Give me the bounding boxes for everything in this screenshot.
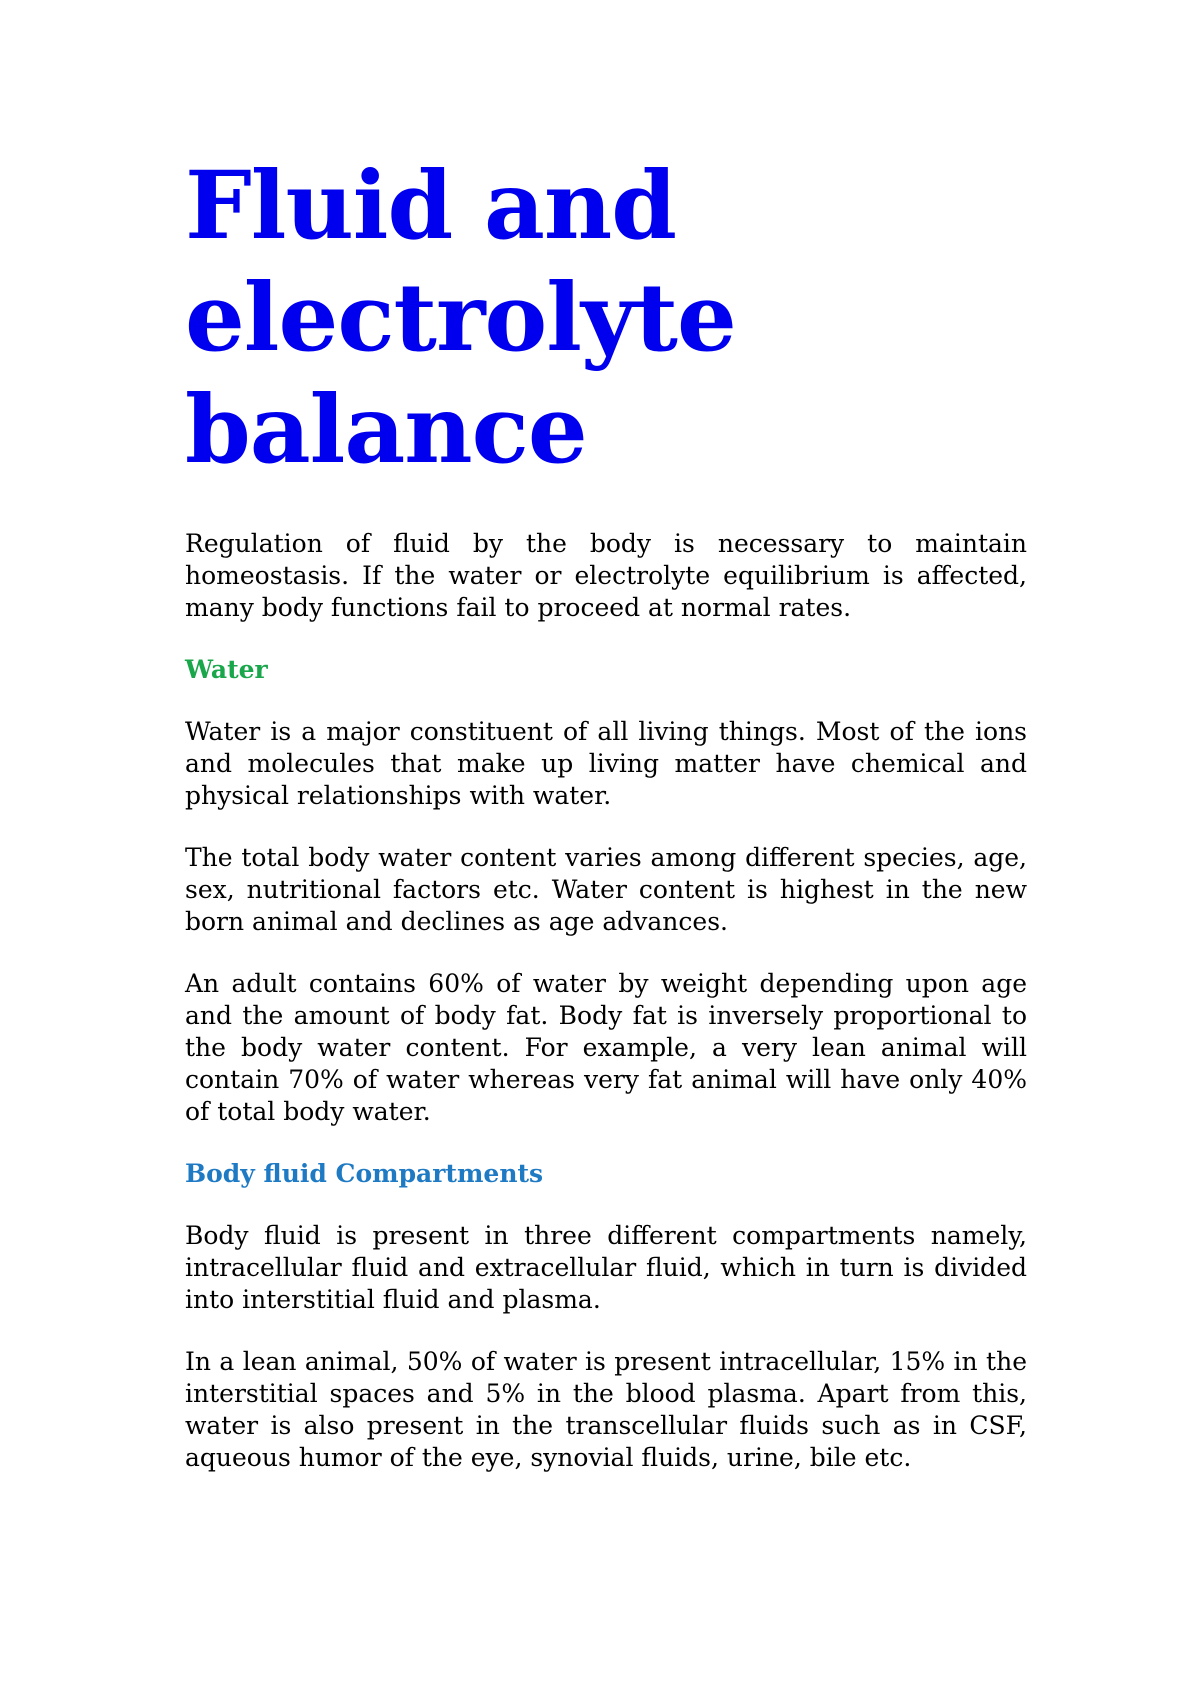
intro-paragraph: Regulation of fluid by the body is necessary to maintain homeostasis. If the water or electrolyte equilibrium is affected, many body functions fail to proceed at normal rates. <box>185 529 1027 622</box>
compartments-paragraph-2: In a lean animal, 50% of water is present intracellular, 15% in the interstitial spaces and 5% in the blood plasma. Apart from this, water is also present in the transcellular fluids such as in CSF, aqueous humor of the eye, synovial fluids, urine, bile etc. <box>185 1347 1027 1472</box>
water-paragraph-2: The total body water content varies among different species, age, sex, nutritional factors etc. Water content is highest in the new born animal and declines as age advances. <box>185 843 1027 936</box>
document-title: Fluid and electrolyte balance <box>185 151 736 485</box>
water-paragraph-3: An adult contains 60% of water by weight depending upon age and the amount of body fat. Body fat is inversely proportional to the body water content. For example, a very lean animal will contain 70% of water whereas very fat animal will have only 40% of total body water. <box>185 969 1027 1126</box>
document-page <box>185 150 1027 1504</box>
compartments-paragraph-1: Body fluid is present in three different compartments namely, intracellular fluid and extracellular fluid, which in turn is divided into interstitial fluid and plasma. <box>185 1221 1027 1314</box>
water-paragraph-1: Water is a major constituent of all living things. Most of the ions and molecules that make up living matter have chemical and physical relationships with water. <box>185 717 1027 810</box>
section-heading-water: Water <box>185 655 268 684</box>
section-heading-body-fluid-compartments: Body fluid Compartments <box>185 1159 544 1188</box>
